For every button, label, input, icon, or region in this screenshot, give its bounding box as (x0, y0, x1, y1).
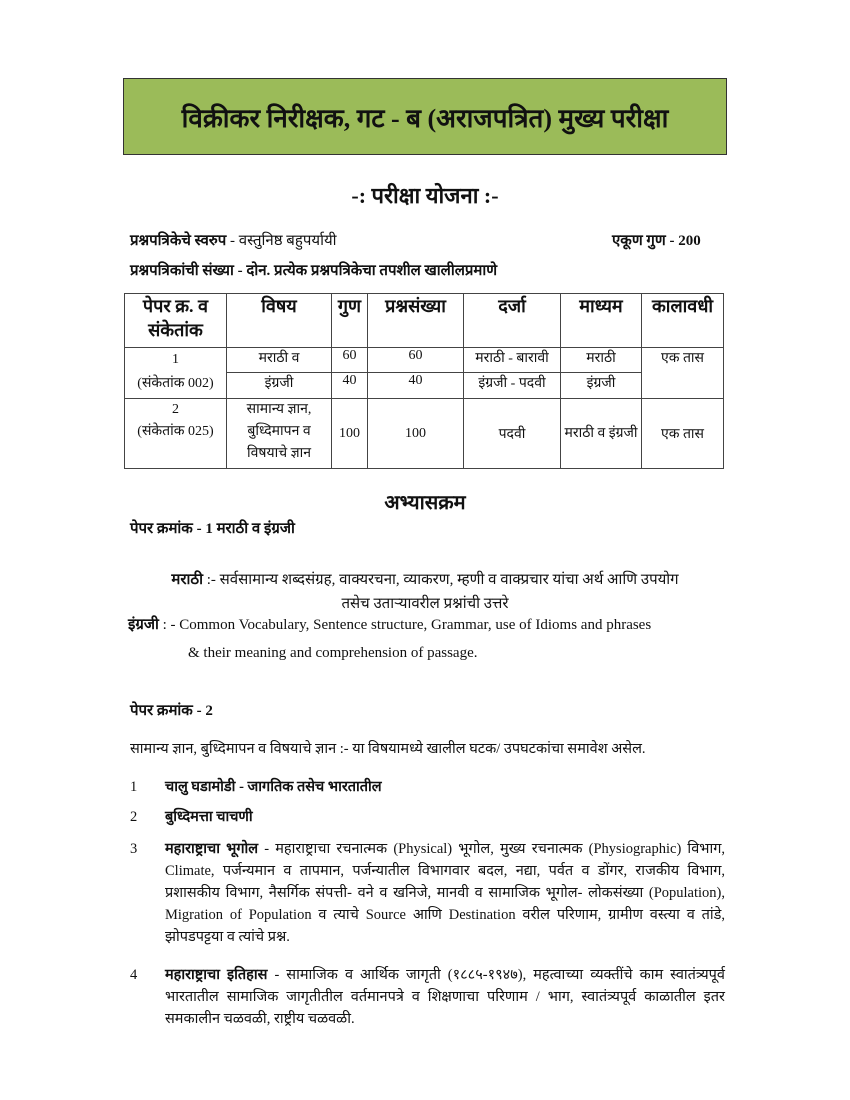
topic-title: महाराष्ट्राचा इतिहास (165, 967, 268, 983)
paper2-intro: सामान्य ज्ञान, बुध्दिमापन व विषयाचे ज्ञान :- या विषयामध्ये खालील घटक/ उपघटकांचा समावेश असेल. (130, 741, 646, 757)
topic-title: बुध्दिमत्ता चाचणी (165, 809, 253, 825)
cell-questions: 40 (368, 373, 464, 399)
syllabus-heading: अभ्यासक्रम (384, 492, 466, 514)
cell-medium: मराठी व इंग्रजी (561, 399, 642, 469)
format-label: प्रश्नपत्रिकेचे स्वरुप (130, 233, 227, 249)
topic-title: चालु घडामोडी - जागतिक तसेच भारतातील (165, 779, 382, 795)
table-row (125, 348, 724, 373)
topic-number: 4 (130, 967, 138, 983)
paper2-number: 2 (172, 402, 179, 417)
cell-medium: मराठी (561, 348, 642, 373)
header-questions: प्रश्नसंख्या (368, 294, 464, 348)
cell-subject: मराठी व (227, 348, 332, 373)
cell-level: इंग्रजी - पदवी (464, 373, 561, 399)
paper-format (130, 230, 337, 250)
paper1-heading: पेपर क्रमांक - 1 मराठी व इंग्रजी (130, 521, 295, 537)
header-medium: माध्यम (561, 294, 642, 348)
header-paper-code: पेपर क्र. व संकेतांक (125, 294, 227, 348)
header-marks: गुण (332, 294, 368, 348)
cell-subject: इंग्रजी (227, 373, 332, 399)
cell-questions: 60 (368, 348, 464, 373)
english-syllabus (128, 614, 651, 634)
topic-title: महाराष्ट्राचा भूगोल (165, 841, 259, 857)
total-marks: एकूण गुण - 200 (612, 233, 701, 249)
cell-questions: 100 (368, 399, 464, 469)
header-subject: विषय (227, 294, 332, 348)
topic-number: 1 (130, 779, 138, 795)
topic-item (130, 776, 725, 798)
english-text-2: & their meaning and comprehension of passage. (188, 645, 478, 661)
header-level: दर्जा (464, 294, 561, 348)
exam-scheme-table (124, 293, 724, 469)
cell-level: मराठी - बारावी (464, 348, 561, 373)
topic-number: 3 (130, 841, 138, 857)
marathi-text: :- सर्वसामान्य शब्दसंग्रह, वाक्यरचना, व्याकरण, म्हणी व वाक्प्रचार यांचा अर्थ आणि उपयोग (202, 572, 679, 588)
topic-item (130, 806, 725, 828)
header-duration: कालावधी (642, 294, 724, 348)
paper2-code-label: (संकेतांक 025) (137, 424, 214, 439)
cell-medium: इंग्रजी (561, 373, 642, 399)
paper1-code-label: (संकेतांक 002) (137, 376, 214, 391)
topic-item (130, 964, 725, 1030)
english-label: इंग्रजी (128, 617, 159, 633)
table-row (125, 399, 724, 469)
marathi-text-2: तसेच उताऱ्यावरील प्रश्नांची उत्तरे (341, 596, 509, 612)
paper2-code (125, 399, 227, 469)
cell-marks: 100 (332, 399, 368, 469)
paper2-heading: पेपर क्रमांक - 2 (130, 703, 213, 719)
cell-subject: सामान्य ज्ञान, बुध्दिमापन व विषयाचे ज्ञान (227, 399, 332, 469)
topic-text: - सामाजिक व आर्थिक जागृती (१८८५-१९४७), महत्वाच्या व्यक्तींचे काम स्वातंत्र्यपूर्व भारतातील सामाजिक जागृतीतील वर्तमानपत्रे व शिक्षणाचा परिणाम / भाग, स्वातंत्र्यपूर्व काळातील इतर समकालीन चळवळी, राष्ट्रीय चळवळी. (165, 967, 725, 1027)
english-text: : - Common Vocabulary, Sentence structure, Grammar, use of Idioms and phrases (158, 617, 652, 633)
topic-item (130, 838, 725, 948)
topic-text: - महाराष्ट्राचा रचनात्मक (Physical) भूगोल, मुख्य रचनात्मक (Physiographic) विभाग, Climate, पर्जन्यमान व तापमान, पर्जन्यातील विभागवार बदल, नद्या, पर्वत व डोंगर, राजकीय विभाग, प्रशासकीय विभाग, नैसर्गिक संपत्ती- वने व खनिजे, मानवी व सामाजिक भूगोल- लोकसंख्या (Population), Migration of Population व त्याचे Source आणि Destination वरील परिणाम, ग्रामीण वस्त्या व तांडे, झोपडपट्टया व त्यांचे प्रश्न. (165, 841, 725, 945)
exam-scheme-heading: -: परीक्षा योजना :- (351, 183, 499, 208)
paper1-code (125, 348, 227, 399)
papers-count: प्रश्नपत्रिकांची संख्या - दोन. प्रत्येक प्रश्नपत्रिकेचा तपशील खालीलप्रमाणे (130, 263, 498, 279)
document-title: विक्रीकर निरीक्षक, गट - ब (अराजपत्रित) मुख्य परीक्षा (123, 78, 727, 155)
cell-duration: एक तास (642, 348, 724, 399)
cell-marks: 60 (332, 348, 368, 373)
cell-marks: 40 (332, 373, 368, 399)
marathi-label: मराठी (171, 572, 203, 588)
table-header-row (125, 294, 724, 348)
paper1-number: 1 (172, 352, 179, 367)
cell-duration: एक तास (642, 399, 724, 469)
cell-level: पदवी (464, 399, 561, 469)
marathi-syllabus (0, 568, 850, 616)
format-value: - वस्तुनिष्ठ बहुपर्यायी (226, 233, 337, 249)
topic-number: 2 (130, 809, 138, 825)
